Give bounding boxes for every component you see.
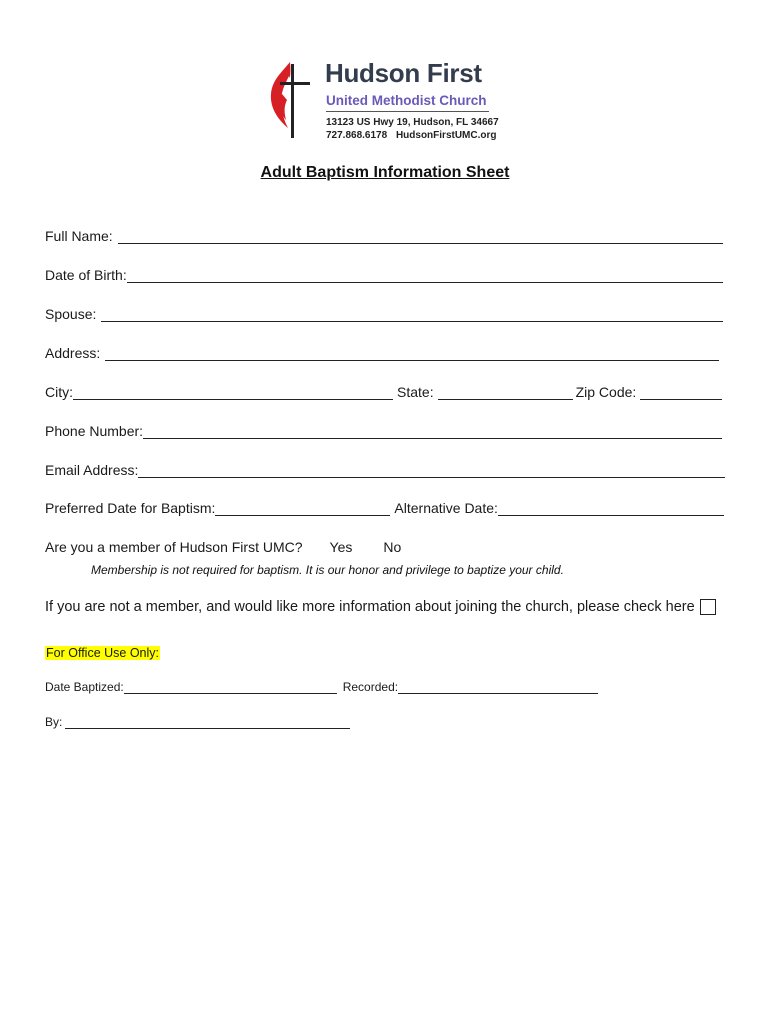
state-label: State:: [397, 384, 434, 400]
organization-address: 13123 US Hwy 19, Hudson, FL 34667: [326, 117, 499, 128]
office-use-heading: For Office Use Only:: [46, 646, 159, 660]
email-label: Email Address:: [45, 462, 139, 478]
dob-field[interactable]: [127, 268, 723, 283]
info-request-row: [45, 599, 716, 615]
full-name-row: [45, 224, 723, 244]
city-label: City:: [45, 384, 73, 400]
spouse-row: [45, 302, 723, 322]
city-state-zip-row: [45, 380, 722, 400]
organization-name: Hudson First: [325, 58, 482, 88]
full-name-field[interactable]: [118, 229, 723, 244]
phone-field[interactable]: [143, 424, 722, 439]
info-request-checkbox[interactable]: [700, 599, 716, 615]
phone-label: Phone Number:: [45, 423, 144, 439]
spouse-field[interactable]: [101, 307, 723, 322]
address-row: [45, 341, 719, 361]
dob-label: Date of Birth:: [45, 267, 127, 283]
address-label: Address:: [45, 345, 101, 361]
alternative-date-field[interactable]: [498, 501, 724, 516]
member-no-option[interactable]: No: [383, 539, 402, 555]
membership-note: Membership is not required for baptism. It is our honor and privilege to baptize your child.: [91, 563, 564, 577]
zip-field[interactable]: [640, 385, 722, 400]
alternative-date-label: Alternative Date:: [394, 500, 498, 516]
preferred-date-field[interactable]: [215, 501, 390, 516]
full-name-label: Full Name:: [45, 228, 113, 244]
header-divider: [326, 111, 489, 112]
baptism-date-row: [45, 496, 724, 516]
cross-and-flame-icon: [262, 58, 322, 140]
phone-row: [45, 419, 722, 439]
address-field[interactable]: [105, 346, 719, 361]
recorded-label: Recorded:: [342, 680, 399, 694]
email-field[interactable]: [138, 463, 725, 478]
by-label: By:: [45, 715, 63, 729]
state-field[interactable]: [438, 385, 573, 400]
by-field[interactable]: [65, 716, 350, 729]
date-baptized-label: Date Baptized:: [45, 680, 124, 694]
office-date-row: [45, 680, 598, 694]
preferred-date-label: Preferred Date for Baptism:: [45, 500, 216, 516]
member-yes-option[interactable]: Yes: [329, 539, 353, 555]
member-question: Are you a member of Hudson First UMC?: [45, 539, 303, 555]
spouse-label: Spouse:: [45, 306, 97, 322]
info-request-text: If you are not a member, and would like more information about joining the church, please check here: [45, 599, 695, 615]
form-title: Adult Baptism Information Sheet: [260, 164, 510, 181]
organization-website: HudsonFirstUMC.org: [395, 130, 497, 141]
city-field[interactable]: [73, 385, 393, 400]
dob-row: [45, 263, 723, 283]
date-baptized-field[interactable]: [124, 681, 337, 694]
organization-subtitle: United Methodist Church: [326, 93, 487, 108]
membership-row: [45, 535, 401, 555]
email-row: [45, 458, 725, 478]
office-by-row: [45, 715, 350, 729]
zip-label: Zip Code:: [575, 384, 637, 400]
organization-phone: 727.868.6178: [326, 130, 388, 141]
recorded-field[interactable]: [398, 681, 598, 694]
organization-contact: [326, 130, 503, 141]
